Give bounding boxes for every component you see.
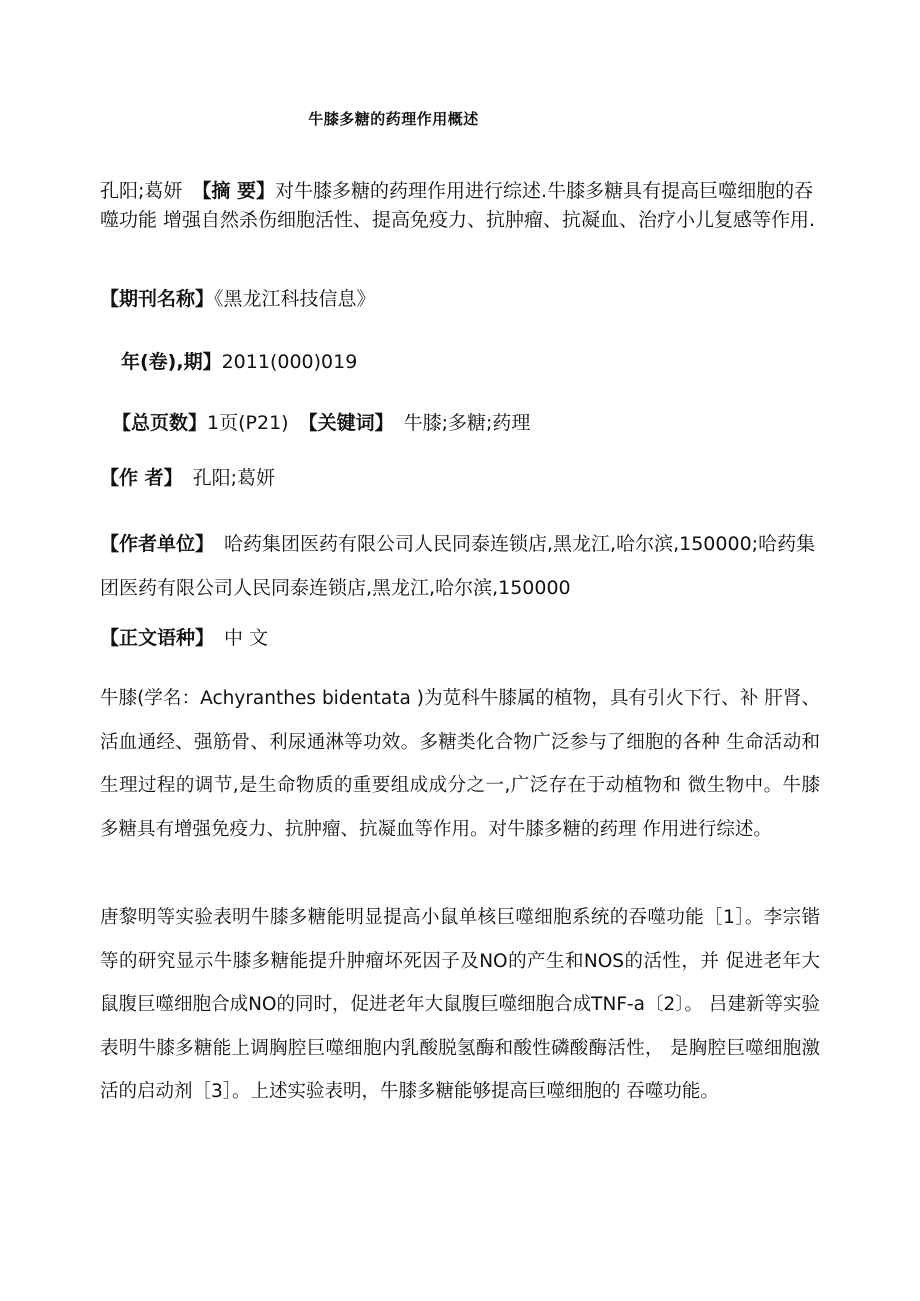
body-paragraph: 牛膝(学名：Achyranthes bidentata )为苋科牛膝属的植物，具有引火下行、补 肝肾、活血通经、强筋骨、利尿通淋等功效。多糖类化合物广泛参与了细胞的各种 生命活动和生理过程的调节,是生命物质的重要组成成分之一,广泛存在于动植物和 微生物中。牛膝多糖具有增强免疫力、抗肿瘤、抗凝血等作用。对牛膝多糖的药理 作用进行综述。 <box>100 688 820 840</box>
affiliation-label: 【作者单位】 <box>100 533 215 555</box>
pages-label: 【总页数】 <box>112 412 208 434</box>
language-label: 【正文语种】 <box>100 627 215 649</box>
body-paragraph: 唐黎明等实验表明牛膝多糖能明显提高小鼠单核巨噬细胞系统的吞噬功能［1］。李宗锴等的研究显示牛膝多糖能提升肿瘤坏死因子及NO的产生和NOS的活性，并 促进老年大鼠腹巨噬细胞合成NO的同时，促进老年大鼠腹巨噬细胞合成TNF-a〔2〕。 吕建新等实验表明牛膝多糖能上调胸腔巨噬细胞内乳酸脱氢酶和酸性磷酸酶活性， 是胸腔巨噬细胞激活的启动剂［3］。上述实验表明，牛膝多糖能够提高巨噬细胞的 吞噬功能。 <box>100 907 820 1102</box>
affiliation-value: 哈药集团医药有限公司人民同泰连锁店,黑龙江,哈尔滨,150000;哈药集团医药有限公司人民同泰连锁店,黑龙江,哈尔滨,150000 <box>100 533 816 599</box>
language-line <box>100 624 820 653</box>
abstract-text: 对牛膝多糖的药理作用进行综述.牛膝多糖具有提高巨噬细胞的吞噬功能 增强自然杀伤细胞活性、提高免疫力、抗肿瘤、抗凝血、治疗小儿复感等作用. <box>100 180 816 231</box>
abstract-block <box>100 177 820 235</box>
affiliation-line <box>100 522 820 610</box>
keywords-label: 【关键词】 <box>298 412 394 434</box>
language-value: 中 文 <box>224 627 269 649</box>
abstract-label: 【摘 要】 <box>192 180 276 202</box>
author-line <box>100 464 820 493</box>
abstract-authors: 孔阳;葛妍 <box>100 180 183 202</box>
keywords-value: 牛膝;多糖;药理 <box>403 412 531 434</box>
pages-line <box>112 409 832 438</box>
journal-line <box>100 285 820 314</box>
author-value: 孔阳;葛妍 <box>192 467 276 489</box>
author-label: 【作 者】 <box>100 467 183 489</box>
pages-value: 1页(P21) <box>207 412 289 434</box>
year-value: 2011(000)019 <box>221 351 358 373</box>
journal-value: 《黑龙江科技信息》 <box>214 288 376 310</box>
year-label: 年(卷),期】 <box>121 351 222 373</box>
year-line <box>121 348 841 377</box>
journal-label: 【期刊名称】 <box>100 288 215 310</box>
document-title: 牛膝多糖的药理作用概述 <box>308 110 479 128</box>
